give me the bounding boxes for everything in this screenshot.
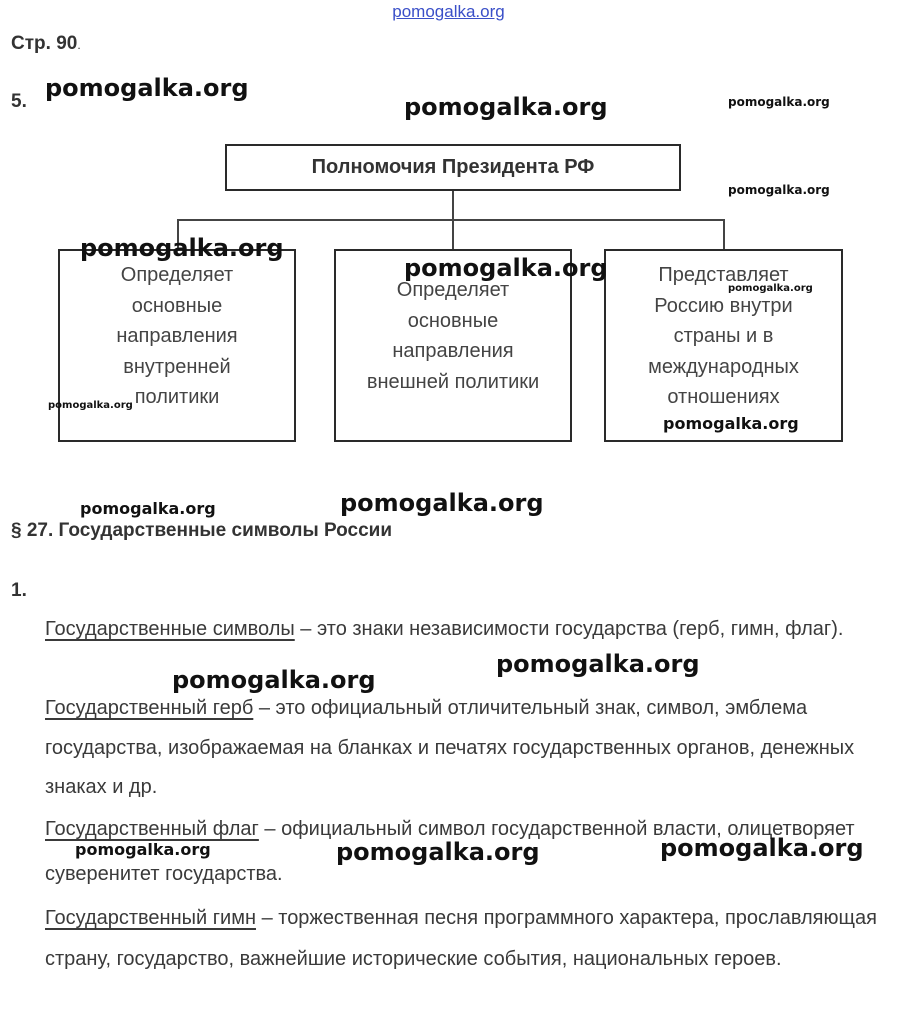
diagram-root-box — [225, 144, 681, 191]
term-flag: Государственный флаг — [45, 818, 259, 840]
diagram-child-label-3: Представляет Россию внутри страны и в международных отношениях — [648, 264, 799, 408]
watermark: pomogalka.org — [48, 400, 133, 411]
term-symbols: Государственные символы — [45, 618, 295, 640]
term-coat-of-arms: Государственный герб — [45, 697, 254, 719]
term-anthem: Государственный гимн — [45, 907, 257, 929]
watermark: pomogalka.org — [663, 414, 799, 433]
watermark: pomogalka.org — [80, 234, 284, 262]
watermark: pomogalka.org — [496, 650, 700, 678]
connector-horizontal — [177, 219, 725, 221]
watermark: pomogalka.org — [340, 489, 544, 517]
page-number: Стр. 90 — [11, 33, 78, 54]
watermark: pomogalka.org — [404, 93, 608, 121]
definition-symbols — [45, 610, 895, 650]
diagram-child-label-2: Определяет основные направления внешней политики — [366, 279, 540, 393]
watermark: pomogalka.org — [336, 838, 540, 866]
section-title: § 27. Государственные символы России — [11, 520, 392, 541]
page-dot: . — [77, 38, 81, 52]
definition-anthem — [45, 898, 895, 979]
connector-right — [723, 219, 725, 250]
watermark: pomogalka.org — [728, 183, 830, 197]
connector-stem — [452, 191, 454, 219]
definition-coat-of-arms-text: – это официальный отличительный знак, символ, эмблема государства, изображаемая на бланках и печатях государственных органов, денежных знаках и др. — [45, 697, 855, 798]
watermark: pomogalka.org — [172, 666, 376, 694]
watermark: pomogalka.org — [45, 74, 249, 102]
watermark: pomogalka.org — [75, 840, 211, 859]
connector-middle — [452, 219, 454, 250]
task-1-number: 1. — [11, 580, 27, 601]
definition-symbols-text: – это знаки независимости государства (герб, гимн, флаг). — [294, 618, 844, 640]
watermark: pomogalka.org — [404, 254, 608, 282]
watermark: pomogalka.org — [660, 834, 864, 862]
diagram-child-box-1 — [58, 249, 296, 442]
diagram-root-label: Полномочия Президента РФ — [311, 156, 595, 178]
diagram-child-label-1: Определяет основные направления внутренней политики — [116, 264, 238, 408]
watermark: pomogalka.org — [728, 283, 813, 294]
watermark: pomogalka.org — [80, 499, 216, 518]
definition-anthem-text: – торжественная песня программного характера, прославляющая страну, государство, важнейшие исторические события, национальных героев. — [45, 907, 877, 970]
watermark: pomogalka.org — [728, 95, 830, 109]
page-label — [11, 33, 81, 55]
task-5-number: 5. — [11, 91, 27, 112]
definition-coat-of-arms — [45, 689, 895, 808]
definition-flag-text: – официальный символ государственной власти, олицетворяет суверенитет государства. — [45, 818, 855, 885]
watermark-top-link[interactable]: pomogalka.org — [392, 2, 505, 21]
